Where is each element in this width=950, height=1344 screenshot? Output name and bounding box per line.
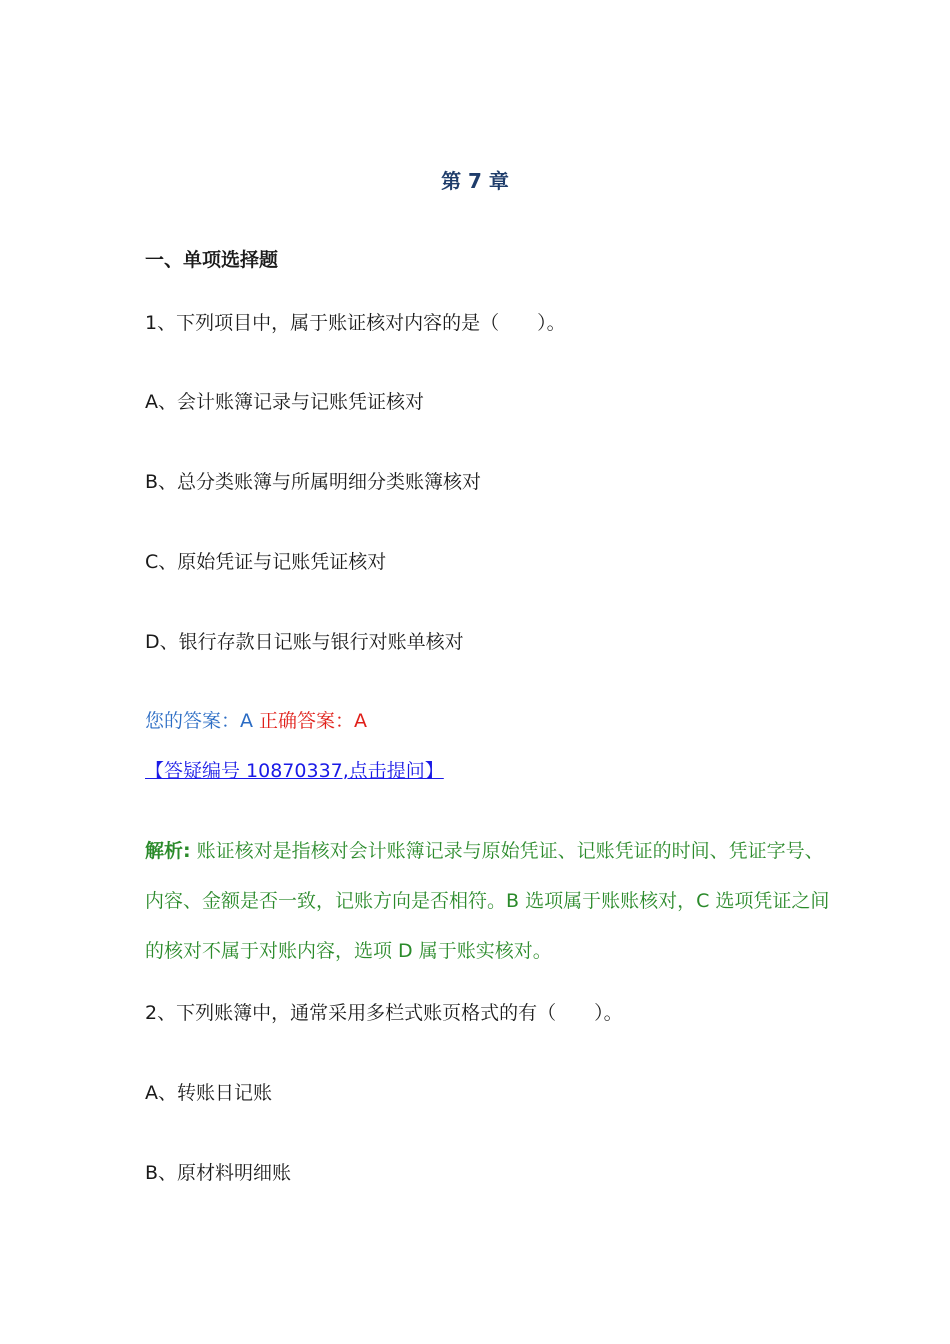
question-2-option-b: B、原材料明细账 [145, 1162, 292, 1184]
question-2-stem: 2、下列账簿中，通常采用多栏式账页格式的有（ ）。 [145, 1002, 623, 1024]
ask-question-link[interactable]: 【答疑编号 10870337,点击提问】 [145, 760, 444, 782]
question-1-option-b: B、总分类账簿与所属明细分类账簿核对 [145, 471, 482, 493]
analysis-line-1 [145, 838, 824, 864]
section-heading: 一、单项选择题 [145, 249, 279, 271]
analysis-line-2: 内容、金额是否一致，记账方向是否相符。B 选项属于账账核对，C 选项凭证之间 [145, 890, 830, 912]
your-answer: 您的答案：A [145, 710, 253, 732]
question-1-option-c: C、原始凭证与记账凭证核对 [145, 551, 387, 573]
analysis-line-3: 的核对不属于对账内容，选项 D 属于账实核对。 [145, 940, 552, 962]
ask-question-link-row [145, 758, 444, 784]
chapter-title: 第 7 章 [441, 169, 509, 193]
analysis-label: 解析: [145, 840, 191, 862]
analysis-text-1: 账证核对是指核对会计账簿记录与原始凭证、记账凭证的时间、凭证字号、 [196, 840, 824, 862]
question-2-option-a: A、转账日记账 [145, 1082, 272, 1104]
question-1-stem: 1、下列项目中，属于账证核对内容的是（ ）。 [145, 312, 566, 334]
question-1-option-a: A、会计账簿记录与记账凭证核对 [145, 391, 424, 413]
answer-row [145, 708, 367, 734]
correct-answer: 正确答案：A [259, 710, 368, 732]
question-1-option-d: D、银行存款日记账与银行对账单核对 [145, 631, 464, 653]
